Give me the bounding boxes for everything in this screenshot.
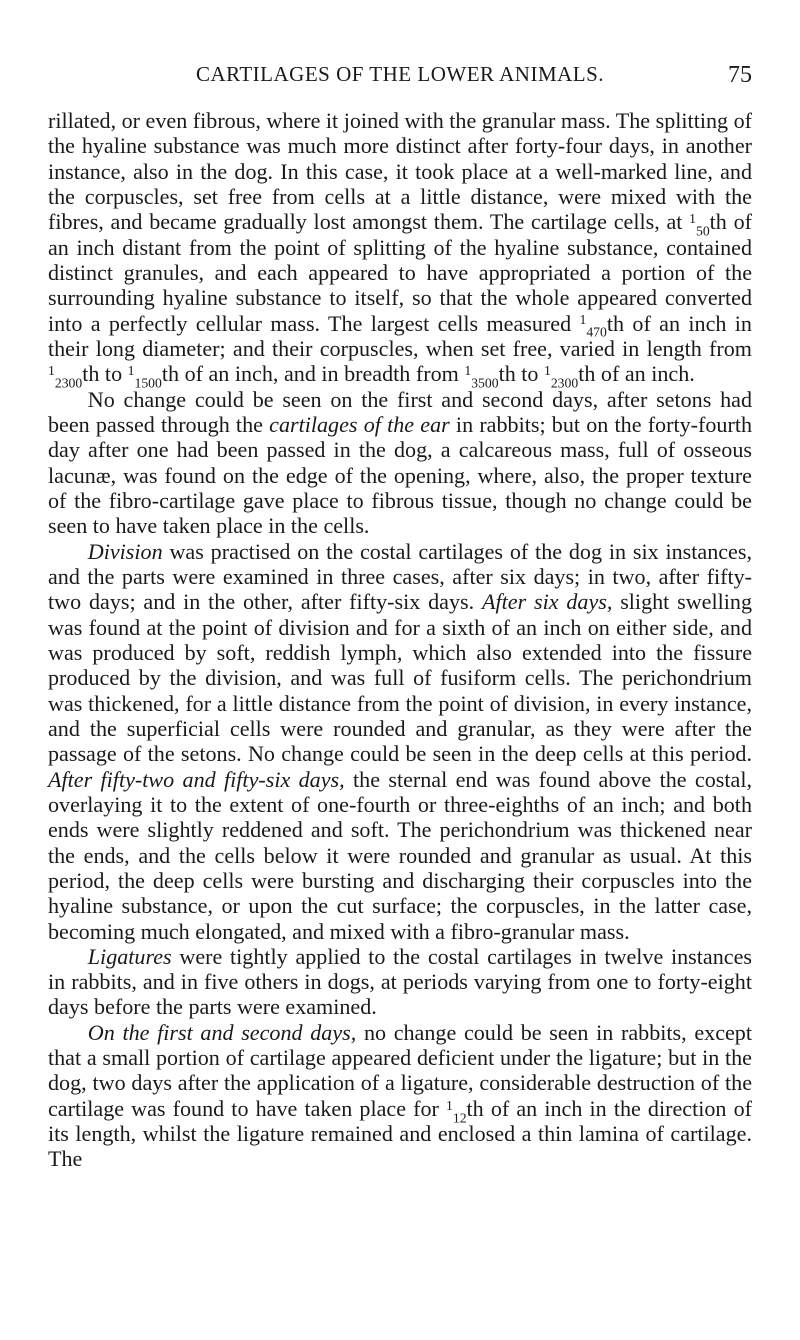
italic-run: cartilages of the ear [269,411,450,437]
text-run: of an inch distant from the point of splitting of the hyaline substance, contained distinct granules, and each appeared to have appropriated a portion of the surrounding hyaline substance to itself, so that the whole appeared converted into a perfectly cellular mass. The largest cells measured [48,209,752,336]
paragraph [48,1020,752,1172]
text-run: the sternal end was found above the costal, overlaying it to the extent of one-fourth or three-eighths of an inch; and both ends were slightly reddened and soft. The perichondrium was thickened near the ends, and the cells below it were rounded and granular as usual. At this period, the deep cells were bursting and discharging their corpuscles into the hyaline substance, or upon the cut surface; the corpuscles, in the latter case, becoming much elongated, and mixed with a fibro-granular mass. [48,766,752,944]
text-run: of an inch, and in breadth from [179,361,465,387]
text-run: slight swelling was found at the point of division and for a sixth of an inch on either side, and was produced by soft, reddish lymph, which also extended into the fissure produced by the division, and was full of fusiform cells. The perichondrium was thickened, for a little distance from the point of division, in every instance, and the superficial cells were rounded and granular, as they were after the passage of the setons. No change could be seen in the deep cells at this period. [48,589,752,767]
text-run: rillated, or even fibrous, where it joined with the granular mass. The splitting of the hyaline substance was much more distinct after forty-four days, in another instance, also in the dog. In this case, it took place at a well-marked line, and the corpuscles, set free from cells at a little distance, were mixed with the fibres, and became gradually lost amongst them. The cartilage cells, at [48,108,752,235]
fraction: $^{1_{470}}$th [579,310,625,340]
italic-run: Division [87,538,163,564]
fraction: $^{1_{3500}}$th [464,361,516,391]
paragraph [48,387,752,539]
text-run: No change could be seen on the first and second days, after setons had been passed through the [48,386,752,437]
text-run: of an inch in their long diameter; and their corpuscles, when set free, varied in length from [48,310,752,361]
fraction: $^{1_{2300}}$th [543,361,596,391]
fraction: $^{1_{50}}$th [689,209,727,239]
text-run: was practised on the costal cartilages of the dog in six instances, and the parts were examined in three cases, after six days; in two, after fifty-two days; and in the other, after fifty-six days. [48,538,752,615]
text-run: of an inch in the direction of its length, whilst the ligature remained and enclosed a thin lamina of cartilage. The [48,1095,752,1172]
italic-run: Ligatures [87,943,172,969]
paragraph [48,539,752,944]
text-run: in rabbits; but on the forty-fourth day after one had been passed in the dog, a calcareous mass, full of osseous lacunæ, was found on the edge of the opening, where, also, the proper texture of the fibro-cartilage gave place to fibrous tissue, though no change could be seen to have taken place in the cells. [48,411,752,539]
italic-run: After fifty-two and fifty-six days, [48,766,345,792]
text-run: no change could be seen in rabbits, except that a small portion of cartilage appeared deficient under the ligature; but in the dog, two days after the application of a ligature, considerable destruction of the cartilage was found to have taken place for [48,1019,752,1121]
paragraph [48,944,752,1020]
text-run: to [99,361,128,387]
italic-run: On the first and second days, [87,1019,357,1045]
fraction: $^{1_{12}}$th [446,1095,484,1125]
page-number: 75 [728,62,752,88]
fraction: $^{1_{1500}}$th [127,361,180,391]
italic-run: After six days, [481,589,613,615]
running-head-title: CARTILAGES OF THE LOWER ANIMALS. [195,62,605,86]
text-run: to [515,361,544,387]
running-head [48,62,752,90]
body-text [48,108,752,1172]
paragraph [48,108,752,391]
text-run: of an inch. [595,361,695,387]
text-run: were tightly applied to the costal cartilages in twelve instances in rabbits, and in five others in dogs, at periods varying from one to forty-eight days before the parts were examined. [48,943,752,1020]
fraction: $^{1_{2300}}$th [48,361,100,391]
